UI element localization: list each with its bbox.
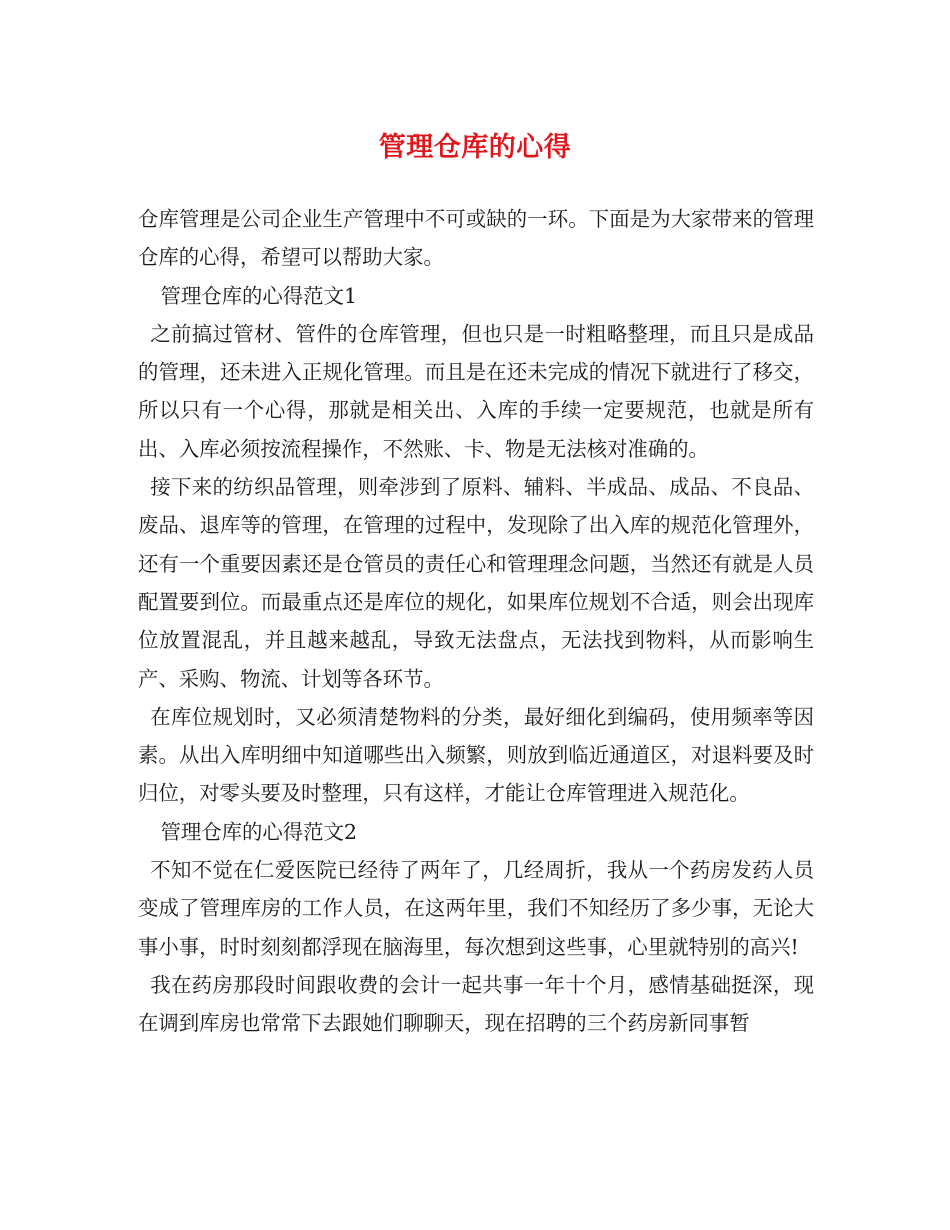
body-paragraph: 我在药房那段时间跟收费的会计一起共事一年十个月，感情基础挺深，现在调到库房也常常下去跟她们聊聊天，现在招聘的三个药房新同事暂 (138, 972, 814, 1036)
body-paragraph: 在库位规划时，又必须清楚物料的分类，最好细化到编码，使用频率等因素。从出入库明细中知道哪些出入频繁，则放到临近通道区，对退料要及时归位，对零头要及时整理，只有这样，才能让仓库管理进入规范化。 (138, 704, 814, 806)
section-heading-1: 管理仓库的心得范文1 (160, 283, 357, 308)
body-paragraph: 之前搞过管材、管件的仓库管理，但也只是一时粗略整理，而且只是成品的管理，还未进入正规化管理。而且是在还未完成的情况下就进行了移交，所以只有一个心得，那就是相关出、入库的手续一定要规范，也就是所有出、入库必须按流程操作，不然账、卡、物是无法核对准确的。 (138, 321, 814, 461)
intro-paragraph: 仓库管理是公司企业生产管理中不可或缺的一环。下面是为大家带来的管理仓库的心得，希望可以帮助大家。 (138, 207, 814, 270)
document-body (138, 200, 814, 1043)
body-paragraph: 接下来的纺织品管理，则牵涉到了原料、辅料、半成品、成品、不良品、废品、退库等的管理，在管理的过程中，发现除了出入库的规范化管理外，还有一个重要因素还是仓管员的责任心和管理理念问题，当然还有就是人员配置要到位。而最重点还是库位的规化，如果库位规划不合适，则会出现库位放置混乱，并且越来越乱，导致无法盘点，无法找到物料，从而影响生产、采购、物流、计划等各环节。 (138, 475, 814, 691)
document-title: 管理仓库的心得 (378, 132, 572, 163)
body-paragraph: 不知不觉在仁爱医院已经待了两年了，几经周折，我从一个药房发药人员变成了管理库房的工作人员，在这两年里，我们不知经历了多少事，无论大事小事，时时刻刻都浮现在脑海里，每次想到这些事，心里就特别的高兴! (138, 858, 814, 959)
section-heading-2: 管理仓库的心得范文2 (160, 819, 357, 844)
